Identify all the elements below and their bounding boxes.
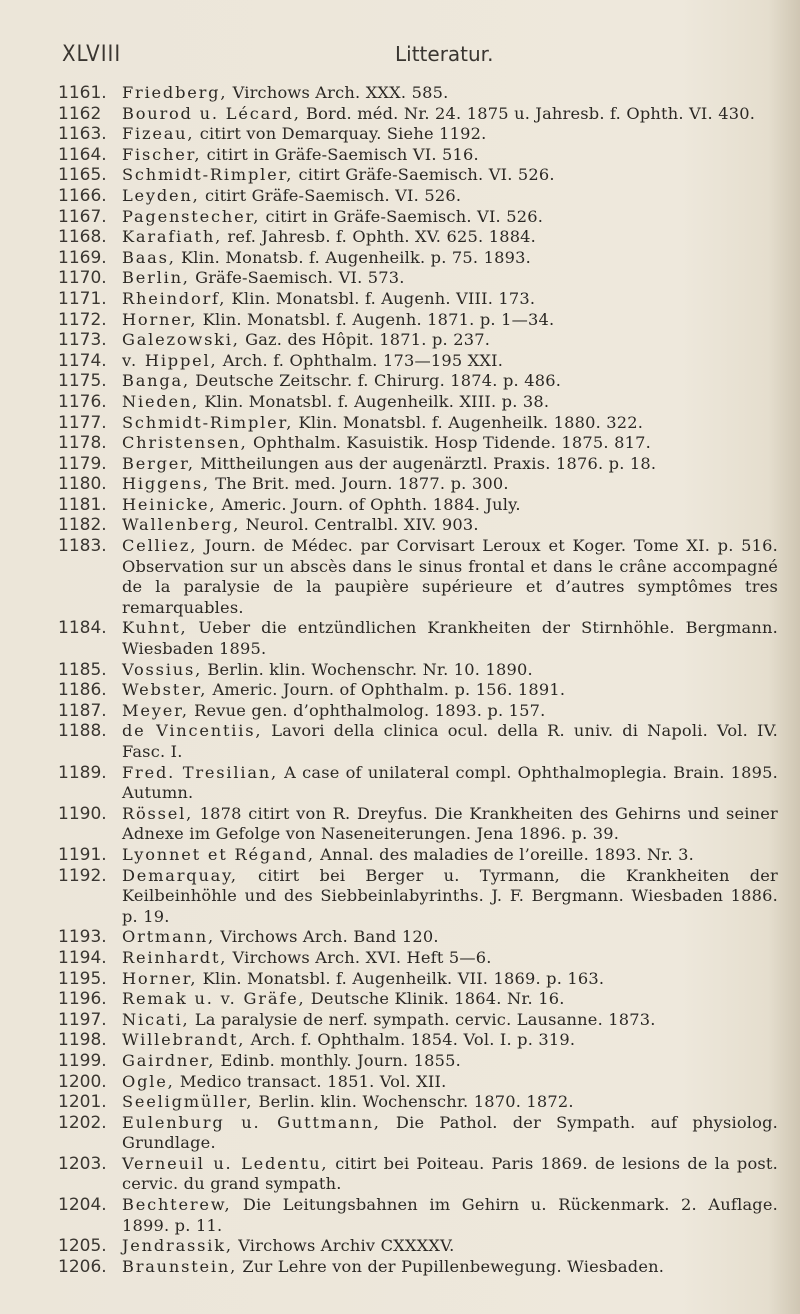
reference-entry [58,948,778,969]
reference-citation: Virchows Archiv CXXXXV. [232,1236,455,1256]
reference-entry [58,371,778,392]
reference-number: 1170. [58,268,107,289]
page-number: XLVIII [62,42,122,67]
reference-text [122,454,778,475]
reference-entry [58,454,778,475]
reference-text [122,680,778,701]
reference-text [122,289,778,310]
reference-author: Pagenstecher, [122,206,261,226]
reference-author: Rössel, [122,803,194,823]
reference-author: Fizeau, [122,124,195,144]
reference-entry [58,660,778,681]
reference-author: de Vincentiis, [122,721,263,741]
reference-citation: Klin. Monatsbl. f. Augenheilk. 1880. 322. [293,412,644,432]
reference-author: Horner, [122,968,198,988]
reference-citation: citirt in Gräfe-Saemisch VI. 516. [201,144,479,164]
reference-citation: Klin. Monatsbl. f. Augenheilk. XIII. p. 38. [199,391,550,411]
reference-entry [58,1051,778,1072]
reference-text [122,536,778,618]
reference-text [122,701,778,722]
reference-author: Horner, [122,309,198,329]
reference-number: 1196. [58,989,107,1010]
reference-citation: Klin. Monatsbl. f. Augenh. 1871. p. 1—34. [197,309,555,329]
reference-text [122,207,778,228]
reference-number: 1195. [58,968,107,989]
reference-citation: Virchows Arch. XXX. 585. [227,83,449,102]
reference-citation: Annal. des maladies de l’oreille. 1893. Nr. 3. [314,844,695,864]
reference-citation: Bord. méd. Nr. 24. 1875 u. Jahresb. f. Ophth. VI. 430. [300,103,756,123]
reference-entry [58,124,778,145]
reference-citation: Berlin. klin. Wochenschr. 1870. 1872. [253,1092,574,1112]
reference-text [122,721,778,762]
reference-citation: Arch. f. Ophthalm. 173—195 XXI. [217,350,504,370]
reference-entry [58,207,778,228]
reference-text [122,433,778,454]
reference-author: Banga, [122,371,190,391]
reference-citation: Mittheilungen aus der augenärztl. Praxis. 1876. p. 18. [194,453,657,473]
reference-entry [58,1113,778,1154]
reference-author: Lyonnet et Régand, [122,844,315,864]
reference-text [122,1154,778,1195]
reference-text [122,1072,778,1093]
reference-list [58,83,778,1277]
reference-author: Willebrandt, [122,1030,246,1050]
reference-number: 1165. [58,165,107,186]
reference-number: 1178. [58,433,107,454]
reference-entry [58,83,778,104]
reference-entry [58,495,778,516]
reference-citation: citirt in Gräfe-Saemisch. VI. 526. [260,206,544,226]
reference-author: Eulenburg u. Guttmann, [122,1112,381,1132]
reference-text [122,248,778,269]
reference-citation: La paralysie de nerf. sympath. cervic. Lausanne. 1873. [189,1009,656,1029]
reference-entry [58,165,778,186]
reference-citation: Virchows Arch. XVI. Heft 5—6. [227,947,492,967]
reference-entry [58,474,778,495]
reference-entry [58,1195,778,1236]
reference-number: 1193. [58,927,107,948]
reference-citation: Klin. Monatsbl. f. Augenh. VIII. 173. [226,288,536,308]
reference-number: 1164. [58,144,107,165]
reference-author: Schmidt-Rimpler, [122,412,294,432]
reference-citation: citirt bei Poiteau. Paris 1869. de lesions de la post. cervic. du grand sympath. [122,1153,778,1194]
reference-entry [58,268,778,289]
reference-author: v. Hippel, [122,350,218,370]
reference-text [122,165,778,186]
reference-citation: Ophthalm. Kasuistik. Hosp Tidende. 1875. 817. [247,433,651,453]
reference-text [122,969,778,990]
reference-text [122,392,778,413]
reference-number: 1192. [58,865,107,886]
reference-text [122,104,778,125]
reference-text [122,351,778,372]
reference-text [122,1051,778,1072]
reference-entry [58,310,778,331]
reference-author: Ogle, [122,1071,175,1091]
reference-citation: The Brit. med. Journ. 1877. p. 300. [209,474,509,494]
reference-citation: Journ. de Médec. par Corvisart Leroux et Koger. Tome XI. p. 516. Observation sur un abscès dans le sinus frontal et dans le crâne accompagné de la paralysie de la paupière supérieure et d’autres symptômes tres remarquables. [122,536,778,617]
reference-entry [58,701,778,722]
reference-entry [58,1257,778,1278]
reference-citation: Arch. f. Ophthalm. 1854. Vol. I. p. 319. [245,1030,576,1050]
reference-author: Meyer, [122,700,189,720]
reference-citation: Medico transact. 1851. Vol. XII. [174,1071,447,1091]
reference-author: Fischer, [122,144,202,164]
reference-text [122,227,778,248]
reference-text [122,1236,778,1257]
reference-author: Braunstein, [122,1256,238,1276]
reference-author: Nicati, [122,1009,190,1029]
reference-author: Celliez, [122,536,198,556]
reference-number: 1199. [58,1050,107,1071]
reference-number: 1162 [58,103,102,124]
reference-number: 1168. [58,227,107,248]
reference-citation: 1878 citirt von R. Dreyfus. Die Krankheiten des Gehirns und seiner Adnexe im Gefolge von Naseneiterungen. Jena 1896. p. 39. [122,803,778,844]
reference-text [122,1010,778,1031]
reference-entry [58,1030,778,1051]
reference-author: Heinicke, [122,494,217,514]
reference-author: Verneuil u. Ledentu, [122,1153,329,1173]
reference-citation: Gaz. des Hôpit. 1871. p. 237. [239,330,491,350]
reference-author: Kuhnt, [122,618,188,638]
reference-entry [58,227,778,248]
reference-entry [58,1092,778,1113]
reference-author: Webster, [122,680,208,700]
reference-entry [58,413,778,434]
reference-number: 1176. [58,391,107,412]
reference-author: Fred. Tresilian, [122,762,278,782]
reference-text [122,83,778,104]
reference-text [122,1257,778,1278]
reference-author: Galezowski, [122,330,240,350]
reference-text [122,474,778,495]
reference-entry [58,351,778,372]
reference-citation: Deutsche Zeitschr. f. Chirurg. 1874. p. 486. [189,371,562,391]
reference-text [122,1113,778,1154]
reference-number: 1190. [58,803,107,824]
reference-entry [58,989,778,1010]
reference-citation: Neurol. Centralbl. XIV. 903. [240,515,479,535]
reference-author: Seeligmüller, [122,1092,254,1112]
reference-author: Reinhardt, [122,947,228,967]
reference-author: Bechterew, [122,1195,232,1215]
reference-text [122,371,778,392]
reference-entry [58,289,778,310]
reference-number: 1181. [58,494,107,515]
reference-number: 1167. [58,206,107,227]
reference-author: Gairdner, [122,1050,216,1070]
reference-author: Jendrassik, [122,1236,233,1256]
reference-entry [58,392,778,413]
reference-author: Christensen, [122,433,248,453]
reference-author: Vossius, [122,659,203,679]
reference-author: Remak u. v. Gräfe, [122,989,306,1009]
reference-citation: Deutsche Klinik. 1864. Nr. 16. [305,989,565,1009]
reference-citation: Gräfe-Saemisch. VI. 573. [189,268,405,288]
reference-text [122,845,778,866]
reference-citation: citirt von Demarquay. Siehe 1192. [194,124,487,144]
reference-text [122,948,778,969]
reference-number: 1186. [58,680,107,701]
reference-author: Friedberg, [122,83,228,102]
reference-number: 1166. [58,185,107,206]
reference-entry [58,433,778,454]
reference-citation: Klin. Monatsbl. f. Augenheilk. VII. 1869. p. 163. [197,968,605,988]
reference-author: Higgens, [122,474,210,494]
reference-citation: Die Leitungsbahnen im Gehirn u. Rückenmark. 2. Auflage. 1899. p. 11. [122,1195,778,1235]
reference-entry [58,1236,778,1257]
reference-entry [58,721,778,762]
reference-text [122,989,778,1010]
reference-text [122,1195,778,1236]
reference-number: 1161. [58,83,107,103]
reference-author: Ortmann, [122,927,215,947]
reference-text [122,763,778,804]
reference-author: Berlin, [122,268,190,288]
reference-author: Bourod u. Lécard, [122,103,301,123]
reference-citation: Berlin. klin. Wochenschr. Nr. 10. 1890. [202,659,533,679]
reference-entry [58,1072,778,1093]
reference-number: 1206. [58,1256,107,1277]
reference-text [122,1092,778,1113]
reference-entry [58,515,778,536]
reference-citation: Virchows Arch. Band 120. [214,927,439,947]
reference-entry [58,763,778,804]
reference-number: 1175. [58,371,107,392]
reference-entry [58,845,778,866]
reference-number: 1173. [58,330,107,351]
reference-citation: Edinb. monthly. Journ. 1855. [215,1050,461,1070]
reference-number: 1189. [58,762,107,783]
reference-text [122,618,778,659]
reference-number: 1201. [58,1092,107,1113]
reference-author: Wallenberg, [122,515,241,535]
reference-author: Demarquay, [122,865,238,885]
reference-number: 1194. [58,947,107,968]
reference-text [122,866,778,928]
reference-number: 1174. [58,350,107,371]
reference-citation: ref. Jahresb. f. Ophth. XV. 625. 1884. [222,227,537,247]
reference-number: 1187. [58,700,107,721]
reference-number: 1198. [58,1030,107,1051]
reference-text [122,927,778,948]
reference-entry [58,145,778,166]
reference-author: Rheindorf, [122,288,227,308]
reference-author: Schmidt-Rimpler, [122,165,294,185]
reference-entry [58,104,778,125]
reference-number: 1185. [58,659,107,680]
reference-entry [58,1010,778,1031]
reference-citation: Ueber die entzündlichen Krankheiten der Stirnhöhle. Bergmann. Wiesbaden 1895. [122,618,778,659]
reference-entry [58,330,778,351]
reference-number: 1197. [58,1009,107,1030]
reference-entry [58,927,778,948]
reference-number: 1182. [58,515,107,536]
reference-author: Berger, [122,453,195,473]
reference-number: 1169. [58,247,107,268]
reference-citation: Zur Lehre von der Pupillenbewegung. Wiesbaden. [237,1256,665,1276]
running-title: Litteratur. [395,42,494,66]
reference-number: 1205. [58,1236,107,1257]
reference-text [122,515,778,536]
reference-number: 1184. [58,618,107,639]
reference-entry [58,248,778,269]
reference-text [122,124,778,145]
reference-entry [58,1154,778,1195]
reference-number: 1200. [58,1071,107,1092]
reference-number: 1183. [58,536,107,557]
reference-author: Karafiath, [122,227,223,247]
reference-text [122,330,778,351]
reference-citation: Lavori della clinica ocul. della R. univ. di Napoli. Vol. IV. Fasc. I. [122,721,778,761]
reference-citation: Americ. Journ. of Ophth. 1884. July. [216,494,521,514]
reference-number: 1179. [58,453,107,474]
reference-text [122,413,778,434]
reference-number: 1177. [58,412,107,433]
reference-author: Leyden, [122,185,200,205]
reference-number: 1204. [58,1195,107,1216]
reference-text [122,495,778,516]
reference-text [122,268,778,289]
reference-number: 1180. [58,474,107,495]
reference-author: Nieden, [122,391,200,411]
reference-citation: Revue gen. d’ophthalmolog. 1893. p. 157. [188,700,546,720]
reference-text [122,145,778,166]
reference-number: 1163. [58,124,107,145]
reference-citation: Die Pathol. der Sympath. auf physiolog. Grundlage. [122,1112,779,1153]
reference-entry [58,969,778,990]
reference-number: 1188. [58,721,107,742]
reference-number: 1171. [58,288,107,309]
reference-entry [58,186,778,207]
reference-number: 1191. [58,844,107,865]
reference-text [122,310,778,331]
reference-citation: Klin. Monatsb. f. Augenheilk. p. 75. 1893. [175,247,531,267]
reference-author: Baas, [122,247,176,267]
reference-entry [58,804,778,845]
reference-citation: citirt Gräfe-Saemisch. VI. 526. [199,185,462,205]
reference-entry [58,536,778,618]
reference-text [122,804,778,845]
reference-number: 1203. [58,1153,107,1174]
reference-text [122,660,778,681]
page-header [62,42,762,72]
reference-citation: Americ. Journ. of Ophthalm. p. 156. 1891. [207,680,566,700]
reference-entry [58,618,778,659]
reference-text [122,186,778,207]
reference-entry [58,866,778,928]
reference-citation: citirt bei Berger u. Tyrmann, die Krankheiten der Keilbeinhöhle und des Siebbeinlabyrinths. J. F. Bergmann. Wiesbaden 1886. p. 19. [122,865,778,926]
reference-number: 1202. [58,1112,107,1133]
reference-text [122,1030,778,1051]
reference-number: 1172. [58,309,107,330]
reference-entry [58,680,778,701]
reference-citation: citirt Gräfe-Saemisch. VI. 526. [293,165,555,185]
reference-citation: A case of unilateral compl. Ophthalmoplegia. Brain. 1895. Autumn. [122,762,778,803]
